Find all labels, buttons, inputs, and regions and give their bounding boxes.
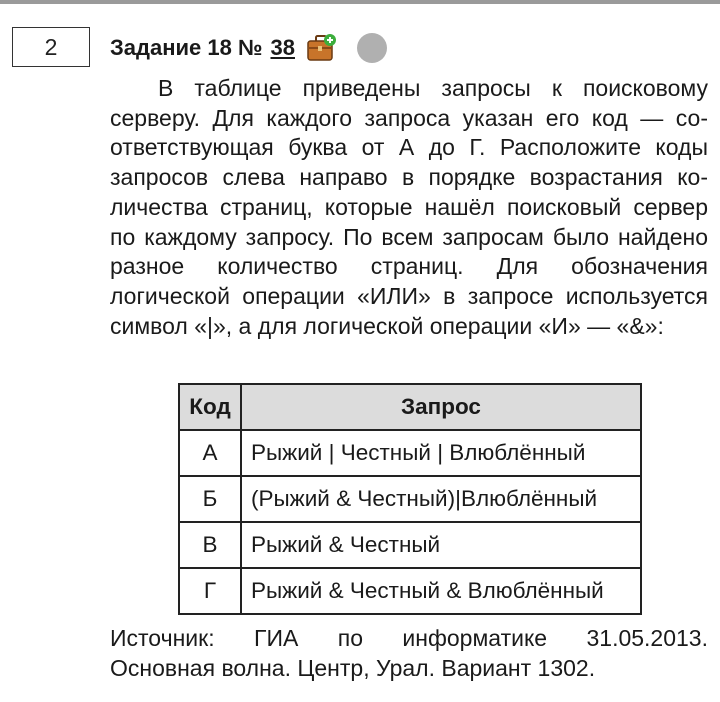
row-query: Рыжий & Честный (241, 522, 641, 568)
row-query: (Рыжий & Честный)|Влюблённый (241, 476, 641, 522)
status-circle-icon (357, 33, 387, 63)
row-query: Рыжий & Честный & Влюблённый (241, 568, 641, 614)
briefcase-icon[interactable] (305, 32, 337, 64)
row-code: В (179, 522, 241, 568)
table-row (179, 430, 641, 476)
task-header (110, 30, 387, 66)
table-row (179, 476, 641, 522)
header-code: Код (179, 384, 241, 430)
task-title: Задание 18 № (110, 35, 263, 60)
top-divider (0, 0, 720, 4)
task-number-box (12, 27, 90, 67)
table-row (179, 522, 641, 568)
table-row (179, 568, 641, 614)
task-source (110, 624, 708, 683)
table-header-row (179, 384, 641, 430)
row-query: Рыжий | Честный | Влюблённый (241, 430, 641, 476)
source-line-2: Основная волна. Центр, Урал. Вариант 1302. (110, 654, 596, 681)
source-line-1: Источник: ГИА по информатике 31.05.2013. (110, 625, 708, 651)
row-code: А (179, 430, 241, 476)
header-query: Запрос (241, 384, 641, 430)
row-code: Г (179, 568, 241, 614)
query-table (178, 383, 642, 615)
row-code: Б (179, 476, 241, 522)
task-number: 2 (44, 33, 58, 60)
task-statement: В таблице приведены запросы к поисковому серверу. Для каждого запроса указан его код — соответствующая буква от А до Г. Расположите коды запросов слева направо в порядке возрастания количества страниц, которые нашёл поисковый сервер по каждому запросу. По всем запросам было найдено разное количество страниц. Для обозначения логической операции «ИЛИ» в запросе используется символ «|», а для логической операции «И» — «&»: (110, 75, 708, 339)
task-id-link[interactable]: 38 (270, 35, 295, 60)
